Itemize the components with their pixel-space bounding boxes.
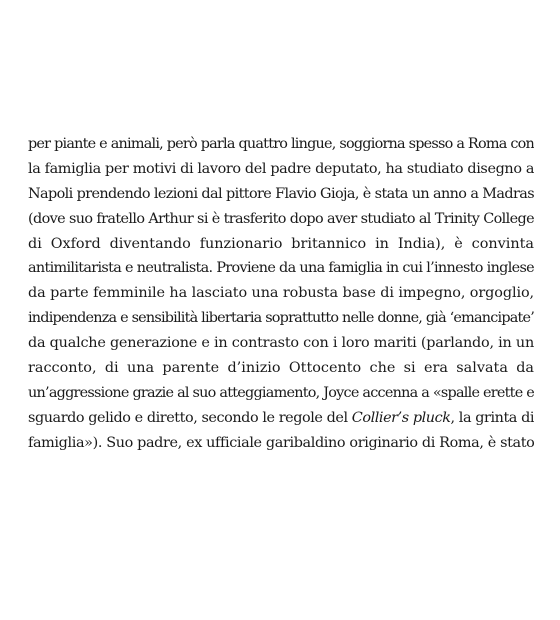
italic-term: Collier’s pluck: [351, 409, 451, 426]
text-line: racconto, di una parente d’inizio Ottocento che si era salvata da: [28, 360, 534, 377]
text-segment: , la grinta di: [450, 409, 534, 426]
body-text: [28, 132, 534, 456]
text-line: da qualche generazione e in contrasto con i loro mariti (parlando, in un: [28, 335, 534, 352]
text-line: un’aggressione grazie al suo atteggiamento, Joyce accenna a «spalle erette e: [28, 384, 534, 401]
text-line: (dove suo fratello Arthur si è trasferito dopo aver studiato al Trinity College: [28, 210, 534, 227]
text-line: antimilitarista e neutralista. Proviene da una famiglia in cui l’innesto inglese: [28, 260, 534, 277]
text-line: Napoli prendendo lezioni dal pittore Flavio Gioja, è stata un anno a Madras: [28, 185, 534, 202]
text-segment: sguardo gelido e diretto, secondo le regole del: [28, 409, 352, 426]
text-line: di Oxford diventando funzionario britannico in India), è convinta: [28, 235, 534, 252]
text-line: la famiglia per motivi di lavoro del padre deputato, ha studiato disegno a: [28, 160, 534, 177]
text-line: da parte femminile ha lasciato una robusta base di impegno, orgoglio,: [28, 285, 534, 302]
text-line: famiglia»). Suo padre, ex ufficiale garibaldino originario di Roma, è stato: [28, 434, 534, 451]
text-line-with-italic: [28, 406, 534, 431]
text-line: per piante e animali, però parla quattro lingue, soggiorna spesso a Roma con: [28, 136, 534, 152]
text-line: indipendenza e sensibilità libertaria soprattutto nelle donne, già ‘emancipate’: [28, 310, 534, 327]
